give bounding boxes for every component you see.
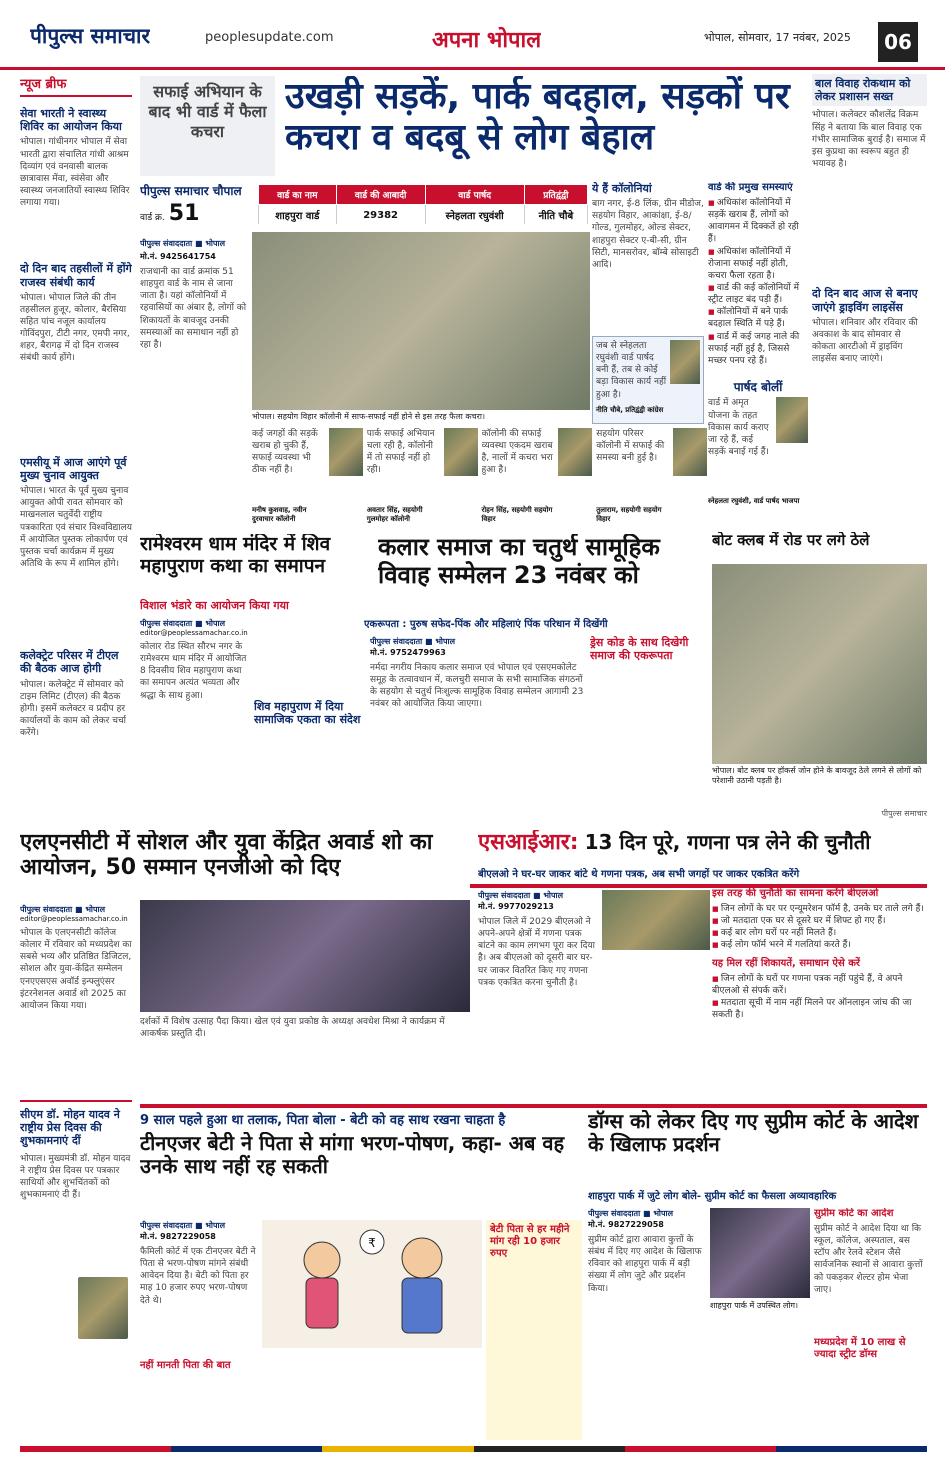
parshad-photo — [776, 397, 808, 443]
teen-box: बेटी पिता से हर महीने मांग रही 10 हजार रुपए — [486, 1220, 582, 1440]
top-headline: उखड़ी सड़कें, पार्क बदहाल, सड़कों पर कचरा व बदबू से लोग बेहाल — [285, 76, 790, 159]
sir-sub: बीएलओ ने घर-घर जाकर बांटे थे गणना पत्रक, अब सभी जगहों पर जाकर एकत्रित करेंगे — [478, 869, 800, 880]
resident-photo — [329, 428, 363, 476]
teen-illustration — [262, 1220, 482, 1348]
opponent-quote: जब से स्नेहलता रघुवंशी वार्ड पार्षद बनी हैं, तब से कोई बड़ा विकास कार्य नहीं हुआ है। नीति चौबे, प्रतिद्वंद्वी कांग्रेस — [592, 336, 704, 424]
kicker: सफाई अभियान के बाद भी वार्ड में फैला कचरा — [148, 82, 267, 141]
cartoon-icon — [262, 1220, 482, 1348]
lnct-headline: एलएनसीटी में सोशल और युवा केंद्रित अवार्ड शो का आयोजन, 50 सम्मान एनजीओ को दिए — [20, 830, 470, 900]
resident-quote: पार्क सफाई अभियान चला रही है, कॉलोनी में तो सफाई नहीं हो रही। अवतार सिंह, सहयोगी गुलमोहर कॉलोनी — [367, 428, 478, 528]
boat-headline: बोट क्लब में रोड पर लगे ठेले — [712, 532, 870, 549]
resident-quote: सहयोग परिसर कॉलोनी में सफाई की समस्या बनी हुई है। तुलाराम, सहयोगी सहयोग विहार — [596, 428, 707, 528]
parshad-box: पार्षद बोलीं वार्ड में अमृत योजना के तहत विकास कार्य कराए जा रहे हैं, कई सड़कें बनाई गई हैं। स्नेहलता रघुवंशी, वार्ड पार्षद भाजपा — [708, 380, 808, 530]
boat-credit: पीपुल्स समाचार — [881, 809, 927, 818]
svg-text:₹: ₹ — [368, 1236, 376, 1250]
boat-caption: भोपाल। बोट क्लब पर हॉकर्स जोन होने के बावजूद ठेले लगने से लोगों को परेशानी उठानी पड़ती है। — [712, 766, 922, 786]
sir-photo — [602, 890, 710, 950]
ward-number: 51 — [168, 201, 200, 226]
problem-item: ■ अधिकांश कॉलोनियों में रोजाना सफाई नहीं होती, कचरा फैला रहता है। — [708, 246, 808, 282]
sir-body: पीपुल्स संवाददाता ■ भोपाल मो.नं. 9977029213 भोपाल जिले में 2029 बीएलओ ने अपने-अपने क्षेत्रों में गणना पत्रक बांटने का काम लगभग पूरा कर दिया है। अब बीएलओ को दूसरी बार घर-घर जाकर वितरित किए गए गणना पत्रक एकत्रित करना चुनौती है। — [478, 891, 595, 988]
katha-body: पीपुल्स संवाददाता ■ भोपाल editor@peoplessamachar.co.in कोलार रोड स्थित सौरभ नगर के रामेश्वरम धाम मंदिर में आयोजित 8 दिवसीय शिव महापुराण कथा का समापन अत्यंत भव्यता और श्रद्धा के साथ हुआ। — [140, 619, 248, 701]
teen-headline: टीनएजर बेटी ने पिता से मांगा भरण-पोषण, कहा- अब वह उनके साथ नहीं रह सकती — [140, 1132, 565, 1178]
kalar-box: ड्रेस कोड के साथ दिखेगी समाज की एकरूपता — [590, 636, 689, 663]
lnct-caption: दर्शकों में विशेष उत्साह पैदा किया। खेल एवं युवा प्रकोष्ठ के अध्यक्ष अवधेश मिश्रा ने कार्यक्रम में आकर्षक प्रस्तुति दी। — [140, 1017, 445, 1040]
logo: पीपुल्स समाचार — [30, 24, 151, 48]
dogs-photo — [710, 1208, 810, 1298]
brief-item: सेवा भारती ने स्वास्थ्य शिविर का आयोजन किया भोपाल। गांधीनगर भोपाल में सेवा भारती द्वारा संचालित गांधी आश्रम दिव्यांग एवं वनवासी बालक छात्रावास मेंवा, स्वंसेवा और स्वास्थ्य जनजातियों स्वास्थ्य शिविर लगाया गया। — [20, 107, 130, 209]
lnct-body: पीपुल्स संवाददाता ■ भोपाल editor@peoplessamachar.co.in भोपाल के एलएनसीटी कॉलेज कोलार में रविवार को मध्यप्रदेश का सबसे भव्य और प्रतिष्ठित डिजिटल, सोशल और युवा-केंद्रित सम्मेलन एनएएसएस अवॉर्ड इन्फ्लुएंसर इंटरनेशनल अवार्ड शो 2025 का आयोजन किया गया। — [20, 905, 132, 1011]
resident-quotes — [252, 428, 707, 528]
page-number: 06 — [878, 22, 918, 62]
sir-headline: एसआईआर: 13 दिन पूरे, गणना पत्र लेने की चुनौती — [478, 830, 871, 855]
chaupal-badge: पीपुल्स समाचार चौपाल वार्ड क्र. 51 — [140, 184, 242, 226]
katha-headline: रामेश्वरम धाम मंदिर में शिव महापुराण कथा का समापन — [140, 534, 331, 577]
resident-quote: कॉलोनी की सफाई व्यवस्था एकदम खराब है, नालों में कचरा भरा हुआ है। रोहन सिंह, सहयोगी सहयोग विहार — [482, 428, 593, 528]
cm-photo — [78, 1277, 128, 1339]
opponent-photo — [670, 340, 700, 384]
divider — [140, 1104, 927, 1108]
brief-item: कलेक्ट्रेट परिसर में टीएल की बैठक आज होगी भोपाल। कलेक्ट्रेट में सोमवार को टाइम लिमिट (टीएल) की बैठक होगी। इसमें कलेक्टर व प्रदीप हर कार्यालयों के काम को लेकर चर्चा करेंगे। — [20, 649, 126, 739]
brief-label: न्यूज ब्रीफ — [20, 74, 132, 97]
dogs-caption: शाहपुरा पार्क में उपस्थित लोग। — [710, 1301, 799, 1310]
resident-photo — [444, 428, 478, 476]
problem-item: ■ वार्ड में कई जगह नाले की सफाई नहीं हुई है, जिससे मच्छर पनप रहे हैं। — [708, 331, 808, 367]
cm-story: सीएम डॉ. मोहन यादव ने राष्ट्रीय प्रेस दिवस की शुभकामनाएं दीं भोपाल। मुख्यमंत्री डॉ. मोहन यादव ने राष्ट्रीय प्रेस दिवस पर पत्रकार साथियों और शुभचिंतकों को शुभकामनाएं दी हैं। — [20, 1100, 132, 1440]
dogs-body: पीपुल्स संवाददाता ■ भोपाल मो.नं. 9827229058 सुप्रीम कोर्ट द्वारा आवारा कुत्तों के संबंध में दिए गए आदेश के खिलाफ रविवार को शाहपुरा पार्क में बड़ी संख्या में लोग जुटे और प्रदर्शन किया। — [588, 1209, 702, 1294]
brief-item: दो दिन बाद तहसीलों में होंगे राजस्व संबंधी कार्य भोपाल। भोपाल जिले की तीन तहसीलल हुजूर, कोलार, बैरसिया सहित पांच नजूल कार्यालय गोविंदपुरा, टीटी नगर, एमपी नगर, शहर, बैरागढ़ में दो दिन राजस्व संबंधी कार्य होंगे। — [20, 262, 132, 364]
problem-item: ■ वार्ड की कई कॉलोनियों में स्ट्रीट लाइट बंद पड़ी हैं। — [708, 282, 808, 306]
resident-photo — [558, 428, 592, 476]
teen-kicker: 9 साल पहले हुआ था तलाक, पिता बोला - बेटी को वह साथ रखना चाहता है — [140, 1113, 506, 1128]
boat-photo — [712, 564, 927, 764]
site-url[interactable]: peoplesupdate.com — [205, 30, 334, 45]
photo-caption: भोपाल। सहयोग विहार कॉलोनी में साफ-सफाई नहीं होने से इस तरह फैला कचरा। — [252, 412, 485, 421]
colonies-box: ये हैं कॉलोनियां बाग नगर, ई-8 लिंक, ग्रीन मीडोज, सहयोग विहार, आकांक्षा, ई-8/गोल्ड, गुलमोहर, ओल्ड सेक्टर, शाहपुरा सेक्टर ए-बी-सी, ग्रीन सिटी, मानसरोवर, बॉम्बे सोसाइटी आदि। — [592, 182, 704, 270]
lnct-photo — [140, 900, 470, 1012]
bottom-strip — [20, 1446, 927, 1452]
dogs-sub: शाहपुरा पार्क में जुटे लोग बोले- सुप्रीम कोर्ट का फैसला अव्यावहारिक — [588, 1191, 837, 1202]
edition-date: भोपाल, सोमवार, 17 नवंबर, 2025 — [704, 31, 851, 44]
resident-photo — [673, 428, 707, 476]
problem-item: ■ कॉलोनियों में बने पार्क बदहाल स्थिति में पड़े हैं। — [708, 306, 808, 330]
katha-box-title: शिव महापुराण में दिया सामाजिक एकता का संदेश — [254, 700, 361, 727]
kalar-sub: एकरूपता : पुरुष सफेद-पिंक और महिलाएं पिंक परिधान में दिखेंगी — [364, 619, 608, 630]
brief-item: एमसीयू में आज आएंगे पूर्व मुख्य चुनाव आयुक्त भोपाल। भारत के पूर्व मुख्य चुनाव आयुक्त ओपी रावत सोमवार को माखनलाल चतुर्वेदी राष्ट्रीय पत्रकारिता एवं संचार विश्वविद्यालय में आयोजित पुस्तक लोकार्पण एवं पुस्तक चर्चा कार्यक्रम में मुख्य अतिथि के रूप में शामिल होंगे। — [20, 455, 132, 569]
top-story-photo — [252, 232, 590, 410]
section-title: अपना भोपाल — [432, 28, 542, 53]
masthead — [0, 0, 945, 70]
kalar-body: पीपुल्स संवाददाता ■ भोपाल मो.नं. 9752479963 नर्मदा नगरीय निकाय कलार समाज एवं भोपाल एवं एसएमकोलेट समूह के तत्वावधान में, कलचुरी समाज के सभी सामाजिक संगठनों के सहयोग से चतुर्थ निःशुल्क सामूहिक विवाह सम्मेलन आगामी 23 नवंबर को आयोजित किया जाएगा। — [370, 637, 584, 710]
dogs-box: सुप्रीम कोर्ट का आदेश सुप्रीम कोर्ट ने आदेश दिया था कि स्कूल, कॉलेज, अस्पताल, बस स्टॉप और रेलवे स्टेशन जैसे सार्वजनिक स्थानों से आवारा कुत्तों को पकड़कर शेल्टर होम भेजा जाए। मध्यप्रदेश में 10 लाख से ज्यादा स्ट्रीट डॉग्स — [814, 1208, 923, 1360]
right-rail: बाल विवाह रोकथाम को लेकर प्रशासन सख्त भोपाल। कलेक्टर कौशलेंद्र विक्रम सिंह ने बताया कि बाल विवाह एक गंभीर सामाजिक बुराई है। समाज में इस कुप्रथा का स्वरूप बहुत ही भयावह है। दो दिन बाद आज से बनाए जाएंगे ड्राइविंग लाइसेंस भोपाल। शनिवार और रविवार की अवकाश के बाद सोमवार से कोकता आरटीओ में ड्राइविंग लाइसेंस बनाए जाएंगे। — [812, 74, 927, 526]
teen-body: पीपुल्स संवाददाता ■ भोपाल मो.नं. 9827229058 फैमिली कोर्ट में एक टीनएजर बेटी ने पिता से भरण-पोषण मांगने संबंधी आवेदन दिया है। बेटी को पिता हर माह 10 हजार रुपए भरण-पोषण देते थे। नहीं मानती पिता की बात — [140, 1221, 256, 1371]
top-story-kicker-box — [140, 76, 275, 176]
resident-quote: कई जगहों की सड़कें खराब हो चुकी हैं, सफाई व्यवस्था भी ठीक नहीं है। मनीष कुशवाह, नवीन दुरवाचार कॉलोनी — [252, 428, 363, 528]
problems-box: वार्ड की प्रमुख समस्याएं ■ अधिकांश कॉलोनियों में सड़कें खराब हैं, लोगों को आवागमन में दिक्कतें हो रही हैं। ■ अधिकांश कॉलोनियों में रोजाना सफाई नहीं होती, कचरा फैला रहता है। ■ वार्ड की कई कॉलोनियों में स्ट्रीट लाइट बंद पड़ी हैं। ■ कॉलोनियों में बने पार्क बदहाल स्थिति में पड़े हैं। ■ वार्ड में कई जगह नाले की सफाई नहीं हुई है, जिससे मच्छर पनप रहे हैं। — [708, 182, 808, 382]
katha-sub: विशाल भंडारे का आयोजन किया गया — [140, 599, 289, 612]
problem-item: ■ अधिकांश कॉलोनियों में सड़कें खराब हैं, लोगों को आवागमन में दिक्कतें हो रही हैं। — [708, 197, 808, 246]
dogs-headline: डॉग्स को लेकर दिए गए सुप्रीम कोर्ट के आदेश के खिलाफ प्रदर्शन — [588, 1110, 919, 1156]
sir-box: इस तरह की चुनौती का सामना करेंगे बीएलओ ■ जिन लोगों के घर पर एन्यूमरेशन फॉर्म है, उनके घर ताले लगे हैं। ■ जो मतदाता एक घर से दूसरे घर में शिफ्ट हो गए हैं। ■ कई बार लोग घरों पर नहीं मिलते हैं। ■ कई लोग फॉर्म भरने में गलतियां करते हैं। यह मिल रहीं शिकायतें, समाधान ऐसे करें ■ जिन लोगों के घरों पर गणना पत्रक नहीं पहुंचे हैं, वे अपने बीएलओ से संपर्क करें। ■ मतदाता सूची में नाम नहीं मिलने पर ऑनलाइन जांच की जा सकती है। — [712, 888, 927, 1098]
kalar-headline: कलार समाज का चतुर्थ सामूहिक विवाह सम्मेलन 23 नवंबर को — [378, 534, 660, 589]
top-story-body: पीपुल्स संवाददाता ■ भोपाल मो.नं. 9425641754 राजधानी का वार्ड क्रमांक 51 शाहपुरा वार्ड के नाम से जाना जाता है। यहां कॉलोनियों में रहवासियों का अंबार है, लोगों को शिकायतों के बावजूद उनकी समस्याओं का समाधान नहीं हो रहा है। — [140, 239, 247, 350]
ward-table: वार्ड का नाम वार्ड की आबादी वार्ड पार्षद प्रतिद्वंद्वी शाहपुरा वार्ड 29382 स्नेहलता रघुवंशी नीति चौबे — [258, 184, 588, 224]
